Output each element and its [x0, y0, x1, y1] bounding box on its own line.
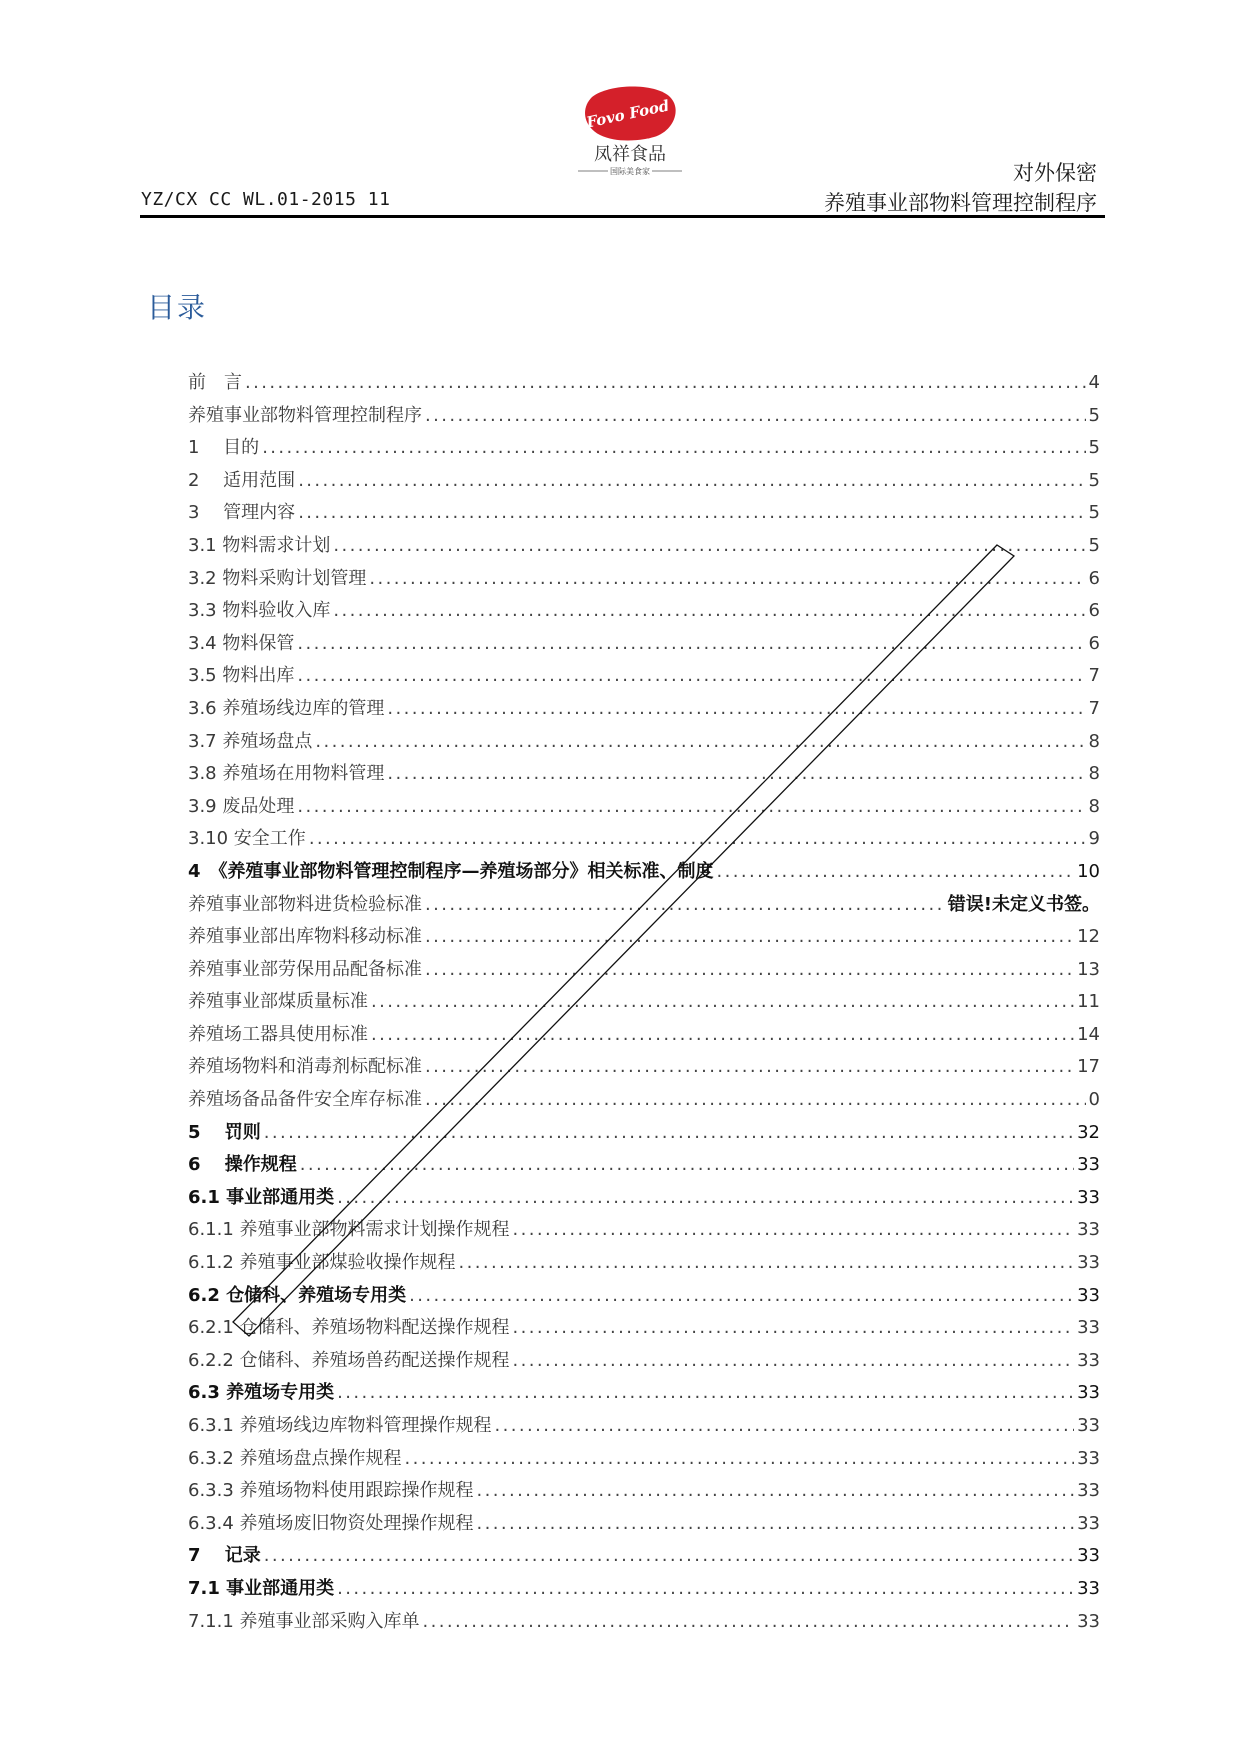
- toc-entry-label: 3.6 养殖场线边库的管理: [188, 697, 385, 719]
- toc-dot-leader: [371, 991, 1074, 1012]
- toc-entry-page: 33: [1077, 1577, 1100, 1599]
- toc-entry-page: 错误!未定义书签。: [947, 893, 1100, 915]
- toc-entry[interactable]: [188, 987, 1100, 1020]
- toc-dot-leader: [337, 1187, 1074, 1208]
- toc-dot-leader: [333, 535, 1085, 556]
- toc-entry-page: 33: [1077, 1219, 1100, 1241]
- toc-dot-leader: [425, 1056, 1074, 1077]
- toc-dot-leader: [264, 1545, 1074, 1566]
- toc-entry-page: 33: [1077, 1284, 1100, 1306]
- toc-entry[interactable]: [188, 1346, 1100, 1379]
- toc-dot-leader: [425, 926, 1074, 947]
- toc-entry-page: 7: [1088, 665, 1100, 687]
- toc-entry-page: 11: [1077, 991, 1100, 1013]
- toc-entry[interactable]: [188, 596, 1100, 629]
- toc-entry-page: 13: [1077, 958, 1100, 980]
- toc-dot-leader: [513, 1317, 1075, 1338]
- toc-entry-label: 养殖事业部劳保用品配备标准: [188, 958, 422, 980]
- toc-entry[interactable]: [188, 1183, 1100, 1216]
- toc-entry-page: 33: [1077, 1317, 1100, 1339]
- toc-entry-label: 3.10 安全工作: [188, 828, 306, 850]
- toc-dot-leader: [315, 731, 1085, 752]
- toc-dot-leader: [337, 1382, 1074, 1403]
- brand-logo: [570, 85, 690, 175]
- toc-dot-leader: [717, 861, 1075, 882]
- toc-entry-page: 12: [1077, 926, 1100, 948]
- toc-entry-page: 14: [1077, 1023, 1100, 1045]
- toc-entry[interactable]: [188, 1378, 1100, 1411]
- toc-entry-label: 养殖场工器具使用标准: [188, 1023, 368, 1045]
- toc-dot-leader: [513, 1350, 1075, 1371]
- toc-entry[interactable]: [188, 1444, 1100, 1477]
- toc-dot-leader: [425, 1089, 1086, 1110]
- toc-entry-label: 3.8 养殖场在用物料管理: [188, 763, 385, 785]
- header-divider: [140, 215, 1105, 218]
- toc-dot-leader: [495, 1415, 1075, 1436]
- toc-entry-page: 8: [1088, 730, 1100, 752]
- toc-dot-leader: [262, 437, 1085, 458]
- toc-entry-label: 6.3.1 养殖场线边库物料管理操作规程: [188, 1415, 492, 1436]
- logo-tagline: 国际美食家: [610, 167, 650, 175]
- toc-entry[interactable]: [188, 1313, 1100, 1346]
- toc-entry-label: 养殖场物料和消毒剂标配标准: [188, 1056, 422, 1078]
- toc-entry-page: 33: [1077, 1415, 1100, 1436]
- toc-entry[interactable]: [188, 759, 1100, 792]
- toc-entry-label: 6.2.1 仓储科、养殖场物料配送操作规程: [188, 1317, 510, 1339]
- toc-dot-leader: [387, 763, 1085, 784]
- toc-dot-leader: [405, 1448, 1075, 1469]
- document-title: 养殖事业部物料管理控制程序: [824, 191, 1097, 215]
- toc-dot-leader: [369, 568, 1085, 589]
- toc-entry-page: 4: [1088, 372, 1100, 393]
- toc-entry[interactable]: [188, 1476, 1100, 1509]
- toc-entry[interactable]: [188, 922, 1100, 955]
- toc-entry-label: 7 记录: [188, 1545, 261, 1567]
- toc-entry-label: 3.2 物料采购计划管理: [188, 567, 367, 589]
- toc-entry[interactable]: [188, 727, 1100, 760]
- toc-entry-page: 32: [1077, 1121, 1100, 1143]
- toc-entry-label: 6.1 事业部通用类: [188, 1186, 335, 1208]
- toc-dot-leader: [513, 1219, 1075, 1240]
- header-right-block: [824, 158, 1097, 218]
- toc-dot-leader: [298, 502, 1085, 523]
- toc-entry[interactable]: [188, 433, 1100, 466]
- toc-entry-label: 前 言: [188, 372, 242, 393]
- toc-entry[interactable]: [188, 466, 1100, 499]
- toc-entry-label: 6.3.2 养殖场盘点操作规程: [188, 1447, 402, 1469]
- toc-entry-label: 1 目的: [188, 437, 260, 459]
- logo-brand-name: 凤祥食品: [594, 144, 666, 165]
- toc-entry[interactable]: [188, 1541, 1100, 1574]
- toc-entry-label: 养殖事业部物料进货检验标准: [188, 893, 422, 915]
- toc-entry-page: 5: [1088, 469, 1100, 491]
- toc-entry[interactable]: [188, 1085, 1100, 1118]
- toc-entry-label: 3.5 物料出库: [188, 665, 295, 687]
- toc-dot-leader: [423, 1611, 1075, 1632]
- toc-dot-leader: [425, 959, 1074, 980]
- toc-dot-leader: [297, 665, 1085, 686]
- toc-entry-page: 33: [1077, 1610, 1100, 1632]
- toc-entry[interactable]: [188, 564, 1100, 597]
- toc-entry-label: 6.1.2 养殖事业部煤验收操作规程: [188, 1252, 456, 1274]
- toc-entry-label: 3.4 物料保管: [188, 632, 295, 654]
- toc-entry-label: 2 适用范围: [188, 469, 296, 491]
- toc-entry[interactable]: [188, 792, 1100, 825]
- toc-entry[interactable]: [188, 1150, 1100, 1183]
- toc-dot-leader: [333, 600, 1085, 621]
- toc-entry[interactable]: [188, 1281, 1100, 1314]
- toc-heading: 目录: [147, 291, 208, 324]
- toc-entry[interactable]: [188, 1052, 1100, 1085]
- toc-entry[interactable]: [188, 890, 1100, 923]
- toc-dot-leader: [477, 1513, 1075, 1534]
- toc-entry-label: 养殖事业部煤质量标准: [188, 991, 368, 1013]
- toc-entry-page: 6: [1088, 632, 1100, 654]
- toc-entry[interactable]: [188, 629, 1100, 662]
- logo-wordmark: Fovo Food: [584, 96, 671, 132]
- toc-entry-page: 33: [1077, 1512, 1100, 1534]
- toc-entry-label: 3 管理内容: [188, 502, 296, 524]
- toc-entry[interactable]: [188, 1411, 1100, 1444]
- toc-entry-page: 7: [1088, 697, 1100, 719]
- toc-entry[interactable]: [188, 1574, 1100, 1607]
- toc-entry-page: 8: [1088, 763, 1100, 785]
- toc-entry-label: 3.7 养殖场盘点: [188, 730, 313, 752]
- toc-entry[interactable]: [188, 1020, 1100, 1053]
- toc-entry-page: 9: [1088, 828, 1100, 850]
- toc-entry[interactable]: [188, 1215, 1100, 1248]
- toc-dot-leader: [409, 1285, 1074, 1306]
- toc-entry[interactable]: [188, 694, 1100, 727]
- toc-entry[interactable]: [188, 401, 1100, 434]
- toc-entry-label: 5 罚则: [188, 1121, 261, 1143]
- toc-entry-page: 33: [1077, 1545, 1100, 1567]
- confidentiality-label: 对外保密: [1013, 161, 1097, 185]
- toc-dot-leader: [298, 470, 1085, 491]
- toc-entry-label: 7.1.1 养殖事业部采购入库单: [188, 1610, 420, 1632]
- toc-dot-leader: [297, 633, 1085, 654]
- table-of-contents: [188, 368, 1100, 1639]
- toc-entry-page: 33: [1077, 1349, 1100, 1371]
- toc-entry[interactable]: [188, 1607, 1100, 1640]
- toc-entry-label: 6.3 养殖场专用类: [188, 1382, 335, 1404]
- toc-entry[interactable]: [188, 661, 1100, 694]
- toc-entry[interactable]: [188, 1509, 1100, 1542]
- toc-entry-page: 17: [1077, 1056, 1100, 1078]
- toc-entry-page: 6: [1088, 567, 1100, 589]
- toc-dot-leader: [297, 796, 1085, 817]
- toc-dot-leader: [477, 1480, 1075, 1501]
- toc-entry-page: 6: [1088, 600, 1100, 622]
- toc-entry-label: 3.1 物料需求计划: [188, 534, 331, 556]
- toc-entry-page: 5: [1088, 404, 1100, 426]
- toc-entry-label: 4 《养殖事业部物料管理控制程序—养殖场部分》相关标准、制度: [188, 860, 714, 882]
- toc-entry-page: 33: [1077, 1382, 1100, 1404]
- toc-entry-label: 3.3 物料验收入库: [188, 600, 331, 622]
- toc-entry-page: 33: [1077, 1447, 1100, 1469]
- toc-dot-leader: [245, 372, 1086, 393]
- toc-dot-leader: [337, 1578, 1074, 1599]
- toc-entry-page: 10: [1077, 860, 1100, 882]
- toc-entry-label: 6.1.1 养殖事业部物料需求计划操作规程: [188, 1219, 510, 1241]
- toc-dot-leader: [264, 1122, 1074, 1143]
- toc-entry-page: 0: [1088, 1089, 1100, 1111]
- toc-entry-label: 养殖事业部物料管理控制程序: [188, 404, 422, 426]
- toc-entry-label: 7.1 事业部通用类: [188, 1577, 335, 1599]
- toc-entry-page: 33: [1077, 1186, 1100, 1208]
- toc-entry[interactable]: [188, 498, 1100, 531]
- toc-dot-leader: [371, 1024, 1074, 1045]
- toc-entry-label: 6.2 仓储科、养殖场专用类: [188, 1284, 407, 1306]
- toc-entry-label: 养殖事业部出库物料移动标准: [188, 926, 422, 948]
- toc-entry[interactable]: [188, 531, 1100, 564]
- toc-entry[interactable]: [188, 857, 1100, 890]
- toc-entry[interactable]: [188, 368, 1100, 401]
- toc-entry-label: 6.2.2 仓储科、养殖场兽药配送操作规程: [188, 1349, 510, 1371]
- toc-entry-page: 5: [1088, 534, 1100, 556]
- toc-entry-page: 33: [1077, 1154, 1100, 1176]
- toc-entry[interactable]: [188, 1248, 1100, 1281]
- toc-entry-page: 33: [1077, 1480, 1100, 1502]
- toc-entry-label: 6.3.4 养殖场废旧物资处理操作规程: [188, 1512, 474, 1534]
- toc-entry-page: 8: [1088, 795, 1100, 817]
- toc-entry-page: 33: [1077, 1252, 1100, 1274]
- toc-dot-leader: [309, 828, 1086, 849]
- toc-entry-label: 3.9 废品处理: [188, 795, 295, 817]
- toc-dot-leader: [425, 894, 945, 915]
- document-code: YZ/CX CC WL.01-2015 11: [141, 189, 391, 210]
- toc-entry[interactable]: [188, 955, 1100, 988]
- toc-dot-leader: [425, 405, 1086, 426]
- toc-dot-leader: [387, 698, 1085, 719]
- toc-entry[interactable]: [188, 824, 1100, 857]
- toc-dot-leader: [300, 1154, 1074, 1175]
- toc-entry-label: 养殖场备品备件安全库存标准: [188, 1089, 422, 1111]
- toc-entry-page: 5: [1088, 437, 1100, 459]
- toc-entry-label: 6.3.3 养殖场物料使用跟踪操作规程: [188, 1480, 474, 1502]
- toc-entry-page: 5: [1088, 502, 1100, 524]
- toc-entry[interactable]: [188, 1118, 1100, 1151]
- toc-entry-label: 6 操作规程: [188, 1154, 297, 1176]
- toc-dot-leader: [459, 1252, 1075, 1273]
